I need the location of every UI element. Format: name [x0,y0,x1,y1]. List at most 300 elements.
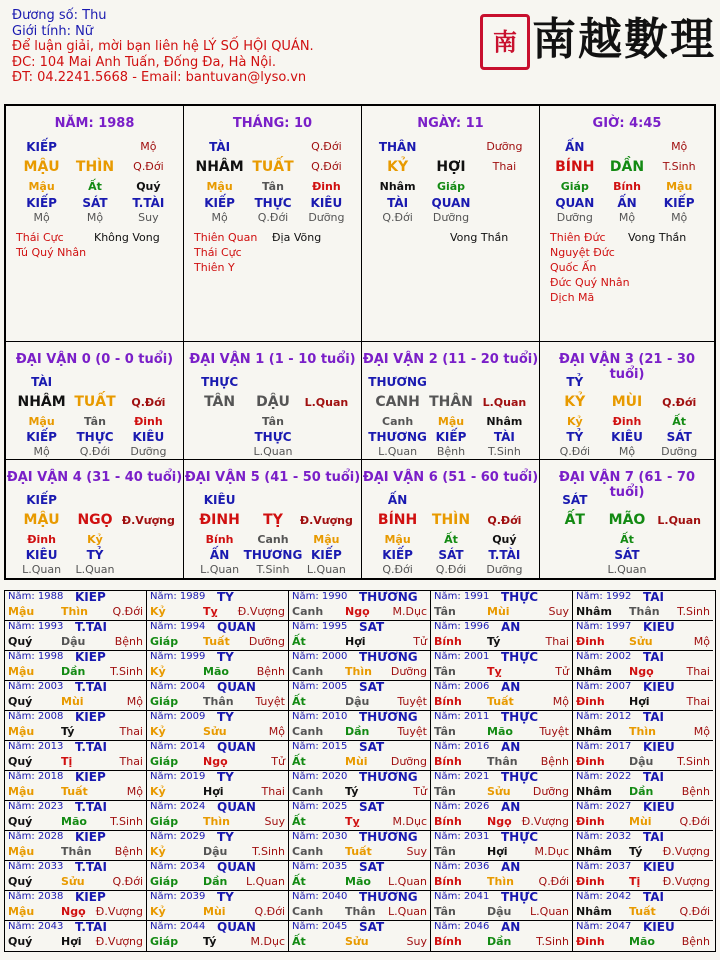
hidden-stage: Dưỡng [661,445,698,458]
year-god: KIÊU [643,621,675,634]
year-god: TỶ [217,651,234,664]
hidden-stem: Mậu [437,415,465,428]
hidden-god: TỶ [566,430,584,444]
year-label: Năm: 1998 [8,651,64,662]
year-stage: L.Quan [246,875,285,888]
year-god: TÀI [643,591,665,604]
year-label: Năm: 2011 [434,711,490,722]
year-branch: Tuất [487,695,514,708]
year-god: ẤN [501,861,521,874]
year-label: Năm: 1993 [8,621,64,632]
year-cell [573,741,713,771]
shensha-left: Thái Cực [16,231,64,244]
year-label: Năm: 2036 [434,861,490,872]
year-stage: T.Sinh [677,605,710,618]
hidden-stage: Dưỡng [486,563,523,576]
year-label: Năm: 2020 [292,771,348,782]
dai-van-stem: TÂN [204,394,236,410]
shensha-left: Dịch Mã [550,291,595,304]
dai-van-god: KIẾP [26,493,57,507]
hidden-stage: Q.Đới [559,445,591,458]
dai-van-god: THƯƠNG [368,375,427,389]
year-god: SÁT [359,681,385,694]
year-branch: Tuất [629,905,656,918]
year-branch: Dần [629,785,654,798]
year-label: Năm: 2028 [8,831,64,842]
year-stem: Mậu [8,845,35,858]
hidden-god: TỶ [86,548,104,562]
year-god: KIẾP [75,891,106,904]
shensha-right: Địa Võng [272,231,322,244]
shensha-left: Quốc Ấn [550,261,597,274]
hidden-stage: L.Quan [75,563,115,576]
year-stage: Suy [406,935,427,948]
hidden-stage: L.Quan [306,563,346,576]
pillar-text: Mậu [28,180,55,193]
hidden-stem: Tân [262,415,284,428]
year-stage: Mộ [126,695,143,708]
year-cell [431,621,573,651]
dai-van-cell [6,342,184,460]
year-cell [431,651,573,681]
hidden-stem: Nhâm [486,415,523,428]
year-branch: Hợi [345,635,366,648]
dai-van-god: SÁT [562,493,588,507]
hidden-god: THƯƠNG [368,430,427,444]
year-label: Năm: 2017 [576,741,632,752]
dai-van-stage: L.Quan [482,396,527,409]
hidden-god: KIÊU [132,430,165,444]
year-god: TỶ [217,591,234,604]
year-stage: Đ.Vượng [95,935,143,948]
year-label: Năm: 2043 [8,921,64,932]
dai-van-branch: THÌN [431,512,471,528]
year-stage: T.Sinh [110,815,143,828]
year-branch: Thân [629,605,660,618]
year-branch: Sửu [345,935,369,948]
pillar-text: KIẾP [204,196,235,210]
year-branch: Ngọ [61,905,86,918]
year-label: Năm: 2015 [292,741,348,752]
year-stem: Giáp [150,635,179,648]
year-branch: Dần [203,875,228,888]
year-branch: Mùi [203,905,226,918]
year-label: Năm: 1989 [150,591,206,602]
year-label: Năm: 2032 [576,831,632,842]
dai-van-stem: BÍNH [377,512,418,528]
year-cell [289,891,431,921]
year-label: Năm: 2014 [150,741,206,752]
dai-van-stage: Q.Đới [662,396,697,409]
year-god: THƯƠNG [359,771,418,784]
year-cell [289,621,431,651]
shensha-left: Thiên Y [194,261,235,274]
year-branch: Dần [345,725,370,738]
year-label: Năm: 2040 [292,891,348,902]
year-label: Năm: 2018 [8,771,64,782]
year-branch: Hợi [487,845,508,858]
dai-van-cell [184,342,362,460]
year-label: Năm: 2013 [8,741,64,752]
year-label: Năm: 2023 [8,801,64,812]
pillar-text: Q.Đới [311,160,342,173]
year-branch: Tị [629,875,641,888]
year-stem: Quý [8,635,33,648]
year-stem: Quý [8,695,33,708]
year-label: Năm: 1994 [150,621,206,632]
year-god: TÀI [643,651,665,664]
year-cell [289,831,431,861]
year-stem: Kỷ [150,605,166,618]
year-god: THỰC [501,591,539,604]
pillar-text: KIẾP [26,140,57,154]
pillar-text: THÌN [75,159,115,175]
year-god: THỰC [501,771,539,784]
year-stage: Mộ [552,695,569,708]
year-label: Năm: 2041 [434,891,490,902]
hidden-stem: Ất [672,415,687,428]
shensha-left: Thái Cực [194,246,242,259]
hidden-god: KIẾP [311,548,342,562]
year-branch: Thân [61,845,92,858]
pillar-text: T.TÀI [132,196,165,210]
year-branch: Tuất [61,785,88,798]
dai-van-title: ĐẠI VẬN 5 (41 - 50 tuổi) [184,470,361,485]
year-stage: Tuyệt [397,725,427,738]
year-label: Năm: 2044 [150,921,206,932]
year-cell [147,891,289,921]
year-label: Năm: 1992 [576,591,632,602]
logo-text: 南越數理 [532,14,716,65]
pillar-text: Mộ [618,211,636,224]
year-stage: Mộ [693,725,710,738]
pillar-text: QUAN [555,196,595,210]
year-stage: Bệnh [256,665,285,678]
year-branch: Tỵ [487,665,502,678]
year-stem: Đinh [576,695,605,708]
year-stage: M.Dục [534,845,569,858]
year-god: ẤN [501,681,521,694]
pillar-text: Giáp [436,180,466,193]
year-label: Năm: 2034 [150,861,206,872]
year-label: Năm: 1995 [292,621,348,632]
pillar-text: Đinh [312,180,341,193]
year-god: THƯƠNG [359,831,418,844]
year-branch: Mão [345,875,371,888]
year-god: KIẾP [75,591,106,604]
year-branch: Mão [61,815,87,828]
year-label: Năm: 2045 [292,921,348,932]
pillar-text: QUAN [431,196,471,210]
year-branch: Ngọ [487,815,512,828]
year-stage: Thai [545,635,569,648]
year-branch: Tỵ [203,605,218,618]
hidden-stem: Bính [205,533,234,546]
year-god: THỰC [501,891,539,904]
year-label: Năm: 1999 [150,651,206,662]
year-stage: M.Dục [392,605,427,618]
year-god: THƯƠNG [359,651,418,664]
year-god: KIẾP [75,711,106,724]
hidden-god: THỰC [254,430,292,444]
dai-van-title: ĐẠI VẬN 0 (0 - 0 tuổi) [15,352,174,367]
hidden-god: ẤN [209,548,230,562]
year-cell [147,921,289,951]
hidden-stage: Mộ [33,445,50,458]
year-stem: Nhâm [576,785,612,798]
year-god: T.TÀI [75,681,107,694]
year-stem: Tân [434,905,456,918]
dai-van-cell [362,342,540,460]
shensha-right: Vong Thần [628,231,687,244]
year-god: THỰC [501,831,539,844]
year-god: TÀI [643,771,665,784]
year-branch: Sửu [487,785,511,798]
year-label: Năm: 2007 [576,681,632,692]
year-label: Năm: 2027 [576,801,632,812]
pillar-text: Ất [88,180,102,193]
year-stem: Tân [434,605,456,618]
year-branch: Tý [61,725,75,738]
year-god: SÁT [359,621,385,634]
year-stage: Bệnh [114,635,143,648]
dai-van-title: ĐẠI VẬN 7 (61 - 70 tuổi) [559,470,695,500]
hidden-stage: L.Quan [607,563,647,576]
year-stage: M.Dục [250,935,285,948]
hidden-stage: L.Quan [378,445,418,458]
year-stem: Quý [8,935,33,948]
year-label: Năm: 2046 [434,921,490,932]
year-label: Năm: 2008 [8,711,64,722]
year-label: Năm: 2042 [576,891,632,902]
dai-van-god: THỰC [201,375,239,389]
gender: Giới tính: Nữ [12,23,94,39]
year-branch: Dần [487,935,512,948]
year-stage: Thai [119,755,143,768]
hidden-god: THƯƠNG [243,548,303,562]
year-stem: Đinh [576,755,605,768]
year-god: ẤN [501,921,521,934]
dai-van-cell [540,460,714,578]
pillar-cell [362,106,540,342]
year-branch: Hợi [61,935,82,948]
chart-grid [4,104,716,580]
year-cell [147,741,289,771]
year-stage: Thai [686,665,710,678]
year-label: Năm: 2030 [292,831,348,842]
year-label: Năm: 2012 [576,711,632,722]
hidden-stage: L.Quan [200,563,240,576]
year-cell [573,861,713,891]
year-branch: Thìn [61,605,88,618]
year-stem: Đinh [576,935,605,948]
year-branch: Tuất [203,635,230,648]
pillar-cell [540,106,714,342]
hidden-stage: Bệnh [436,445,466,458]
year-god: QUAN [217,861,256,874]
pillar-text: Dưỡng [432,211,470,224]
year-stem: Kỷ [150,725,166,738]
year-stage: Dưỡng [390,755,427,768]
year-cell [573,621,713,651]
dai-van-title: ĐẠI VẬN 3 (21 - 30 tuổi) [559,352,695,382]
year-branch: Mão [487,725,513,738]
year-label: Năm: 1990 [292,591,348,602]
dai-van-stage: Q.Đới [131,396,166,409]
year-branch: Mùi [345,755,368,768]
year-label: Năm: 1997 [576,621,632,632]
year-stage: Bệnh [681,785,710,798]
year-stem: Canh [292,725,324,738]
pillar-title: NGÀY: 11 [417,116,484,131]
dai-van-branch: THÂN [429,394,473,410]
year-label: Năm: 2039 [150,891,206,902]
pillar-text: TÀI [387,196,409,210]
year-branch: Ngọ [345,605,370,618]
year-cell [147,681,289,711]
year-label: Năm: 2000 [292,651,348,662]
year-stage: Thai [686,695,710,708]
dai-van-title: ĐẠI VẬN 1 (1 - 10 tuổi) [189,352,356,367]
pillar-title: THÁNG: 10 [232,116,313,131]
hidden-stem: Mậu [28,415,55,428]
year-stem: Quý [8,875,33,888]
year-label: Năm: 2004 [150,681,206,692]
year-branch: Dậu [61,635,86,648]
year-stage: Mộ [268,725,285,738]
year-branch: Thìn [345,665,372,678]
pillar-text: Mộ [33,211,50,224]
year-cell [5,651,147,681]
year-label: Năm: 2024 [150,801,206,812]
pillar-text: KIÊU [310,196,343,210]
dai-van-stem: MẬU [23,512,60,528]
pillar-text: Mộ [671,211,688,224]
year-cell [431,921,573,951]
year-branch: Tý [487,635,501,648]
hidden-god: THỰC [76,430,114,444]
year-label: Năm: 1991 [434,591,490,602]
year-stage: Đ.Vượng [662,875,710,888]
year-stem: Đinh [576,635,605,648]
year-stem: Quý [8,755,33,768]
year-cell [5,801,147,831]
year-branch: Thìn [629,725,656,738]
year-branch: Thân [203,695,234,708]
year-stem: Đinh [576,875,605,888]
pillar-text: KỶ [387,159,409,175]
year-label: Năm: 2002 [576,651,632,662]
pillar-text: Nhâm [379,180,416,193]
year-branch: Tị [61,755,73,768]
year-god: ẤN [501,741,521,754]
year-label: Năm: 2022 [576,771,632,782]
year-cell [289,861,431,891]
year-god: TÀI [643,711,665,724]
dai-van-cell [540,342,714,460]
year-god: SÁT [359,741,385,754]
year-cell [431,891,573,921]
year-label: Năm: 2037 [576,861,632,872]
year-label: Năm: 2038 [8,891,64,902]
year-branch: Thìn [487,875,514,888]
year-stage: Q.Đới [254,905,285,918]
year-branch: Thìn [203,815,230,828]
dai-van-title: ĐẠI VẬN 2 (11 - 20 tuổi) [362,352,539,367]
dai-van-branch: TUẤT [74,394,116,410]
hidden-god: KIÊU [611,430,643,444]
year-stem: Giáp [150,695,179,708]
pillar-text: SÁT [82,196,108,210]
year-cell [289,741,431,771]
year-stage: L.Quan [388,875,427,888]
year-stem: Giáp [150,815,179,828]
year-branch: Tý [345,785,359,798]
hidden-stage: Q.Đới [435,563,467,576]
hidden-stem: Kỷ [566,415,583,428]
year-god: KIẾP [75,651,106,664]
year-branch: Hợi [629,695,650,708]
year-branch: Dậu [487,905,512,918]
year-stem: Kỷ [150,845,166,858]
yearly-table [4,590,716,952]
pillar-text: THÂN [378,140,417,154]
year-cell [147,771,289,801]
pillar-cell [184,106,362,342]
year-stage: Bệnh [540,755,569,768]
dai-van-cell [362,460,540,578]
pillar-title: GIỜ: 4:45 [592,116,662,131]
year-cell [5,711,147,741]
pillar-text: TÀI [209,140,231,154]
year-label: Năm: 2006 [434,681,490,692]
pillar-text: Q.Đới [133,160,164,173]
year-stem: Canh [292,605,324,618]
year-branch: Tý [203,935,217,948]
year-cell [573,651,713,681]
hidden-stage: L.Quan [253,445,293,458]
hidden-god: KIÊU [25,548,58,562]
hidden-stem: Mậu [313,533,340,546]
pillar-text: HỢI [436,159,466,175]
year-stem: Canh [292,845,324,858]
hidden-stem: Đinh [612,415,642,428]
year-stem: Nhâm [576,905,612,918]
year-branch: Ngọ [203,755,228,768]
year-branch: Thân [345,905,376,918]
year-label: Năm: 2016 [434,741,490,752]
year-god: KIÊU [643,681,675,694]
hidden-stem: Canh [257,533,289,546]
year-label: Năm: 2031 [434,831,490,842]
year-branch: Dậu [203,845,228,858]
year-label: Năm: 1988 [8,591,64,602]
year-stem: Kỷ [150,665,166,678]
year-god: THỰC [501,651,539,664]
dai-van-branch: DẬU [256,394,290,410]
year-stem: Ất [292,695,306,708]
year-cell [147,651,289,681]
hidden-stem: Mậu [384,533,411,546]
year-god: ẤN [501,621,521,634]
year-branch: Dần [61,665,86,678]
year-cell [573,771,713,801]
year-stage: Suy [548,605,569,618]
year-branch: Ngọ [629,665,654,678]
year-stem: Mậu [8,905,35,918]
pillar-cell [6,106,184,342]
pillar-text: Q.Đới [311,140,342,153]
